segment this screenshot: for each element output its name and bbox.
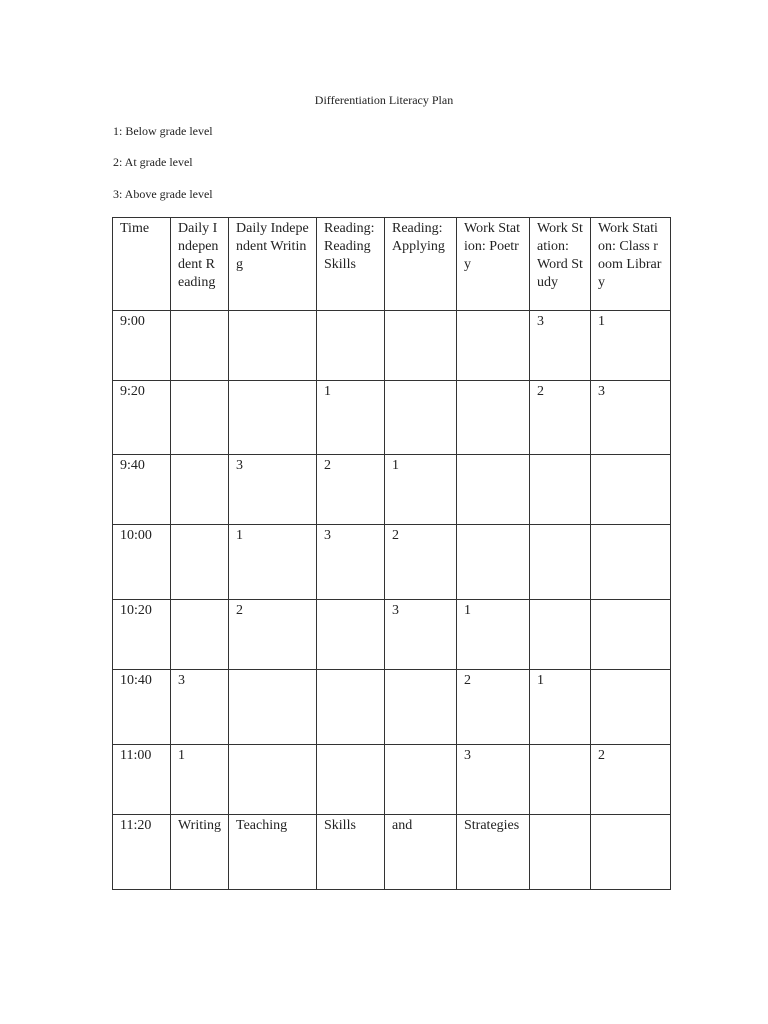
time-cell: 11:00	[113, 745, 171, 815]
table-cell	[317, 745, 385, 815]
table-cell	[457, 455, 530, 525]
header-row	[113, 218, 671, 311]
table-cell	[317, 600, 385, 670]
header-work-station-poetry: Work Station: Poetry	[457, 218, 530, 311]
time-cell: 9:20	[113, 381, 171, 455]
table-row	[113, 600, 671, 670]
table-cell	[530, 525, 591, 600]
literacy-plan-table	[112, 217, 671, 890]
table-cell: 3	[530, 311, 591, 381]
table-cell	[229, 745, 317, 815]
table-cell: 1	[530, 670, 591, 745]
document-title: Differentiation Literacy Plan	[314, 93, 454, 107]
table-cell: 2	[317, 455, 385, 525]
table-cell: 3	[171, 670, 229, 745]
header-work-station-classroom-library: Work Station: Class room Library	[591, 218, 671, 311]
table-cell	[385, 381, 457, 455]
table-cell	[591, 670, 671, 745]
table-cell: 1	[591, 311, 671, 381]
table-cell: 1	[457, 600, 530, 670]
table-cell: and	[385, 815, 457, 890]
table-cell	[171, 600, 229, 670]
table-cell: Teaching	[229, 815, 317, 890]
table-cell	[317, 311, 385, 381]
time-cell: 9:40	[113, 455, 171, 525]
table-cell	[591, 600, 671, 670]
table-cell	[171, 525, 229, 600]
table-cell: 1	[385, 455, 457, 525]
table-row	[113, 670, 671, 745]
table-row	[113, 455, 671, 525]
table-cell	[385, 745, 457, 815]
header-reading-applying: Reading: Applying	[385, 218, 457, 311]
table-cell: 3	[591, 381, 671, 455]
table-cell	[530, 600, 591, 670]
table-cell	[530, 455, 591, 525]
table-row	[113, 525, 671, 600]
header-daily-independent-writing: Daily Independent Writing	[229, 218, 317, 311]
table-cell	[229, 670, 317, 745]
legend-at-grade: 2: At grade level	[113, 155, 193, 169]
table-row	[113, 311, 671, 381]
time-cell: 10:00	[113, 525, 171, 600]
header-time: Time	[113, 218, 171, 311]
table-cell: 3	[229, 455, 317, 525]
table-cell	[591, 815, 671, 890]
table-cell	[229, 381, 317, 455]
table-cell: 3	[457, 745, 530, 815]
table-cell: Writing	[171, 815, 229, 890]
table-cell	[171, 311, 229, 381]
table-row	[113, 815, 671, 890]
table-cell	[317, 670, 385, 745]
time-cell: 10:40	[113, 670, 171, 745]
table-cell: Strategies	[457, 815, 530, 890]
table-cell	[591, 525, 671, 600]
header-work-station-word-study: Work Station: Word Study	[530, 218, 591, 311]
table-cell	[591, 455, 671, 525]
table-cell: 1	[229, 525, 317, 600]
table-cell: 1	[171, 745, 229, 815]
table-cell: 1	[317, 381, 385, 455]
table-cell	[530, 815, 591, 890]
time-cell: 10:20	[113, 600, 171, 670]
table-cell: 3	[385, 600, 457, 670]
table-cell	[385, 670, 457, 745]
time-cell: 9:00	[113, 311, 171, 381]
table-cell	[457, 525, 530, 600]
table-row	[113, 381, 671, 455]
table-row	[113, 745, 671, 815]
table-cell	[457, 381, 530, 455]
legend-above-grade: 3: Above grade level	[113, 187, 213, 201]
table-cell	[457, 311, 530, 381]
table-cell	[229, 311, 317, 381]
table-cell: 3	[317, 525, 385, 600]
legend-below-grade: 1: Below grade level	[113, 124, 213, 138]
table-cell	[171, 455, 229, 525]
table-cell: 2	[591, 745, 671, 815]
time-cell: 11:20	[113, 815, 171, 890]
table-cell	[385, 311, 457, 381]
table-cell: 2	[385, 525, 457, 600]
header-reading-skills: Reading: Reading Skills	[317, 218, 385, 311]
table-cell: 2	[229, 600, 317, 670]
table-cell: 2	[457, 670, 530, 745]
table-cell: 2	[530, 381, 591, 455]
header-daily-independent-reading: Daily Independent Reading	[171, 218, 229, 311]
table-cell: Skills	[317, 815, 385, 890]
table-cell	[530, 745, 591, 815]
table-cell	[171, 381, 229, 455]
